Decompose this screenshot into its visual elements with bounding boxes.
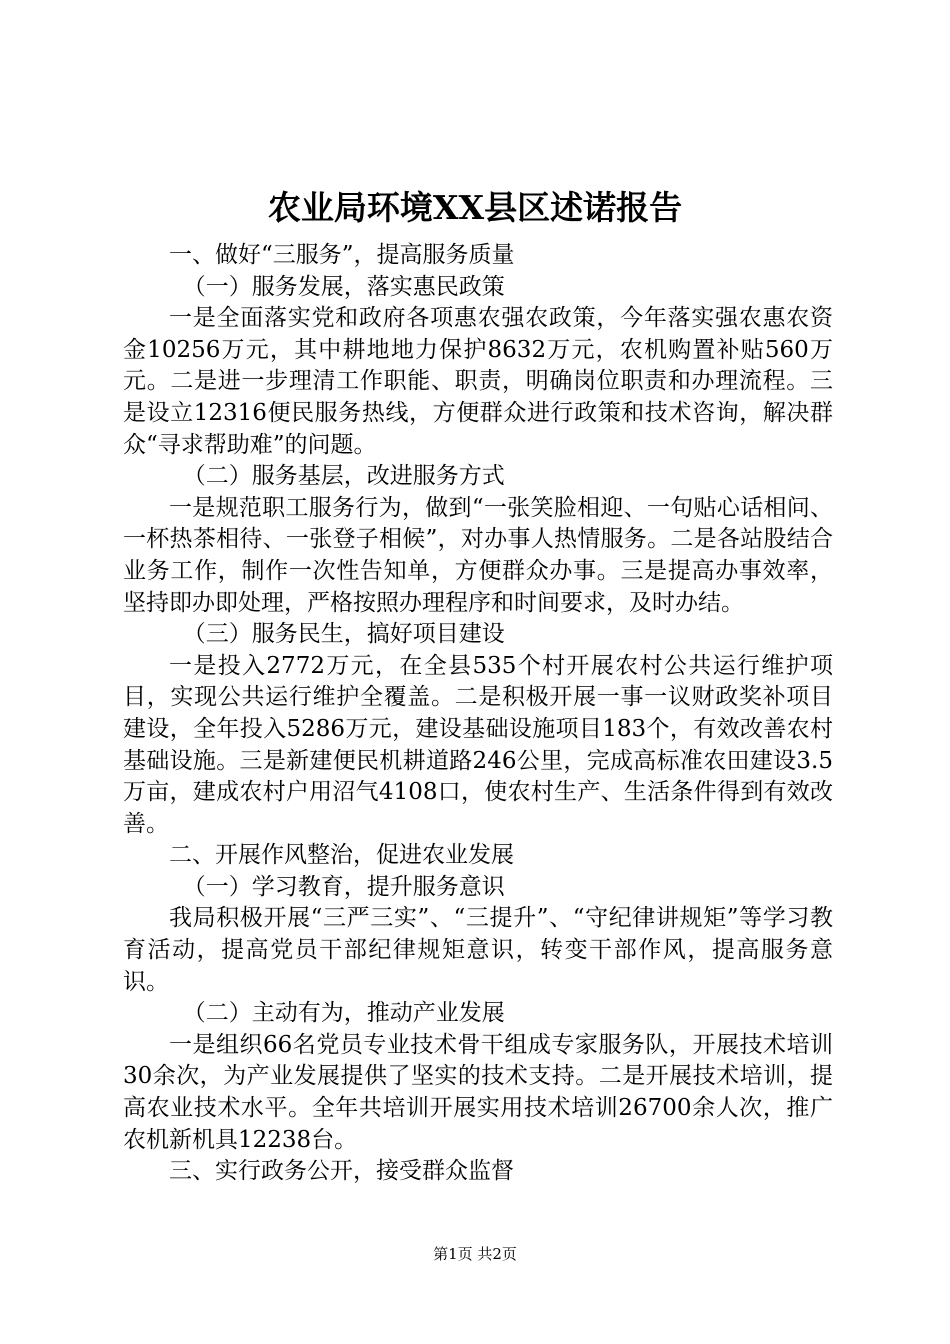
body-paragraph: 我局积极开展“三严三实”、“三提升”、“守纪律讲规矩”等学习教育活动，提高党员干部纪律规矩意识，转变干部作风，提高服务意识。 bbox=[123, 905, 833, 995]
section-heading: 三、实行政务公开，接受群众监督 bbox=[169, 1158, 514, 1185]
section-heading: 一、做好“三服务”，提高服务质量 bbox=[169, 242, 515, 268]
document-title: 农业局环境XX县区述诺报告 bbox=[267, 188, 683, 227]
body-paragraph: 一是规范职工服务行为，做到“一张笑脸相迎、一句贴心话相问、一杯热茶相待、一张登子相候”，对办事人热情服务。二是各站股结合业务工作，制作一次性告知单，方便群众办事。三是提高办事效率，坚持即办即处理，严格按照办理程序和时间要求，及时办结。 bbox=[123, 494, 833, 616]
subsection-heading: （三）服务民生，搞好项目建设 bbox=[182, 621, 505, 648]
body-paragraph: 一是投入2772万元，在全县535个村开展农村公共运行维护项目，实现公共运行维护全覆盖。二是积极开展一事一议财政奖补项目建设，全年投入5286万元，建设基础设施项目183个，有效改善农村基础设施。三是新建便民机耕道路246公里，完成高标准农田建设3.5万亩，建成农村户用沼气4108口，使农村生产、生活条件得到有效改善。 bbox=[123, 652, 833, 837]
document-body bbox=[123, 240, 833, 1188]
subsection-heading: （一）学习教育，提升服务意识 bbox=[182, 873, 505, 900]
body-paragraph: 一是全面落实党和政府各项惠农强农政策，今年落实强农惠农资金10256万元，其中耕地地力保护8632万元，农机购置补贴560万元。二是进一步理清工作职能、职责，明确岗位职责和办理流程。三是设立12316便民服务热线，方便群众进行政策和技术咨询，解决群众“寻求帮助难”的问题。 bbox=[123, 305, 833, 458]
subsection-heading: （一）服务发展，落实惠民政策 bbox=[182, 273, 505, 300]
subsection-heading: （二）服务基层，改进服务方式 bbox=[182, 463, 505, 490]
page-footer: 第1页 共2页 bbox=[433, 1245, 517, 1263]
subsection-heading: （二）主动有为，推动产业发展 bbox=[182, 1000, 505, 1027]
section-heading: 二、开展作风整治，促进农业发展 bbox=[169, 842, 514, 869]
body-paragraph: 一是组织66名党员专业技术骨干组成专家服务队，开展技术培训30余次，为产业发展提供了坚实的技术支持。二是开展技术培训，提高农业技术水平。全年共培训开展实用技术培训26700余人次，推广农机新机具12238台。 bbox=[123, 1031, 833, 1153]
